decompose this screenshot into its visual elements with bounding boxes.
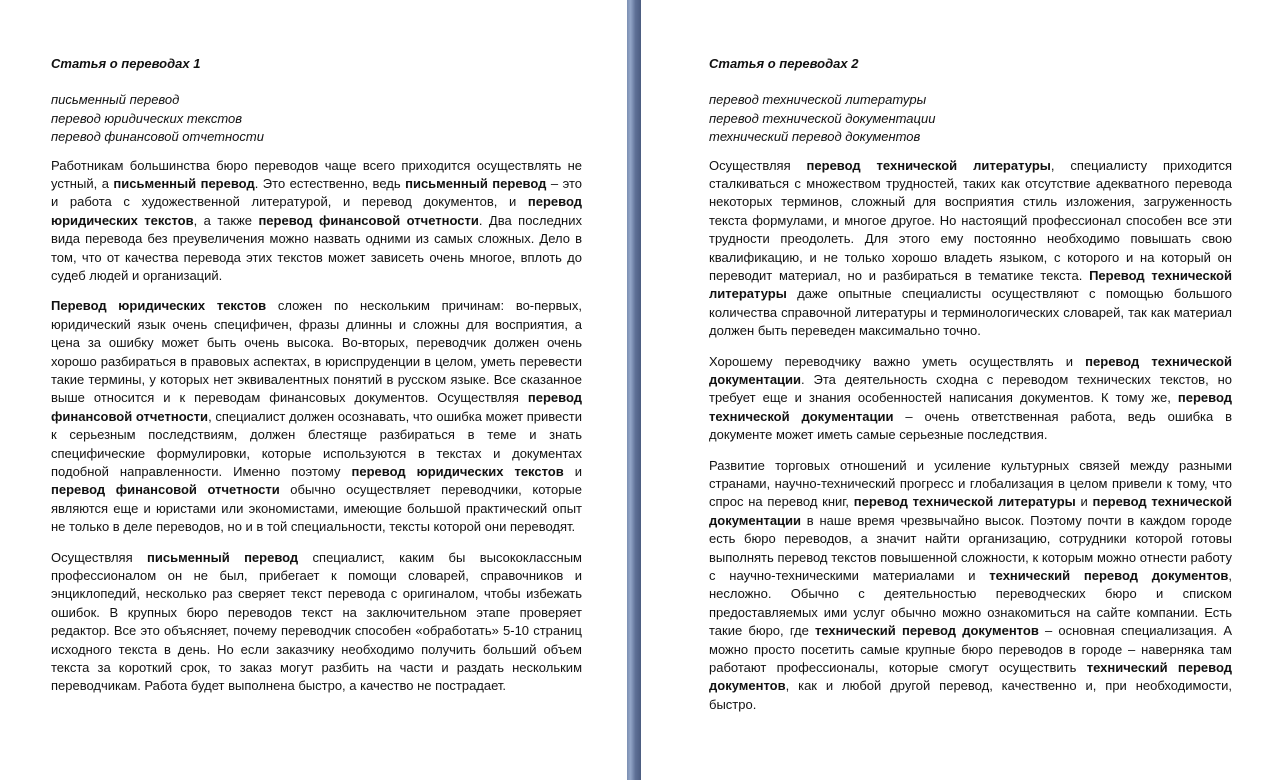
text-run: , как и любой другой перевод, качественно и, при необходимости, быстро. xyxy=(709,678,1232,712)
keyword-item: перевод юридических текстов xyxy=(51,110,243,126)
text-run: , специалист должен осознавать, что ошибка может привести к серьезным последствиям, должен блестяще разбираться в теме и знать специфические формулировки, которые используются в текстах и документах подобной направленности. Именно поэтому xyxy=(51,408,582,479)
body-paragraph xyxy=(709,457,1232,715)
bold-keyword: технический перевод документов xyxy=(989,568,1229,584)
page-content xyxy=(709,55,1232,726)
body-paragraph xyxy=(51,297,582,536)
bold-keyword: перевод юридических текстов xyxy=(51,194,582,228)
text-run: и xyxy=(1075,494,1093,510)
bold-keyword: перевод технической литературы xyxy=(806,157,1051,173)
text-run: . Два последних вида перевода без преувеличения можно назвать одними из самых сложных. Дело в том, что от качества перевода этих текстов может зависеть очень многое, вплоть до судеб людей и организаций. xyxy=(51,212,582,283)
text-run: , а также xyxy=(193,212,259,228)
document-page-right xyxy=(641,0,1274,780)
bold-keyword: перевод технической документации xyxy=(709,390,1232,424)
keyword-item: перевод технической литературы xyxy=(709,92,927,107)
bold-keyword: перевод финансовой отчетности xyxy=(51,482,280,498)
text-run: Хорошему переводчику важно уметь осуществлять и xyxy=(709,353,1086,369)
keyword-list xyxy=(51,91,582,147)
text-run: Работникам большинства бюро переводов чаще всего приходится осуществлять не устный, а xyxy=(51,157,582,191)
text-run: специалист, каким бы высококлассным профессионалом он не был, прибегает к помощи словарей, справочников и энциклопедий, несколько раз сверяет текст перевода с оригиналом, чтобы избежать ошибок. В крупных бюро переводов текст на заключительном этапе проверяет редактор. Все это объясняет, почему переводчик способен «обработать» 5-10 страниц исходного текста в день. Но если заказчику необходимо получить больший объем текста за короткий срок, то заказ могут разбить на части и раздать нескольким переводчикам. Работа будет выполнена быстро, а качество не пострадает. xyxy=(51,549,582,694)
keyword-list xyxy=(709,91,1232,147)
keyword-item: письменный перевод xyxy=(51,92,180,107)
bold-keyword: письменный перевод xyxy=(147,549,299,565)
page-gutter xyxy=(627,0,641,780)
text-run: обычно осуществляет переводчики, которые являются еще и юристами или экономистами, имеющие большой практический опыт не только в деле переводов, но и в той специальности, тексты которой они переводят. xyxy=(51,482,582,535)
text-run: сложен по нескольким причинам: во-первых, юридический язык очень специфичен, фразы длинны и сложны для восприятия, а цена за ошибку может быть очень высока. Во-вторых, переводчик должен очень хорошо разбираться в правовых аспектах, в юриспруденции в целом, уметь перевести такие термины, у которых нет эквивалентных понятий в русском языке. Все сказанное выше относится и к переводам финансовых документов. Осуществляя xyxy=(51,298,582,406)
body-paragraph xyxy=(51,549,582,696)
bold-keyword: письменный перевод xyxy=(113,175,255,191)
document-page-left xyxy=(0,0,627,780)
page-content xyxy=(51,55,582,708)
text-run: , несложно. Обычно с деятельностью переводческих бюро и списком предоставляемых ими услуг обычно можно ознакомиться на сайте компании. Есть такие бюро, где xyxy=(709,568,1233,639)
bold-keyword: перевод технической документации xyxy=(709,494,1232,528)
body-paragraph xyxy=(709,353,1232,445)
keyword-item: перевод финансовой отчетности xyxy=(51,129,264,144)
text-run: – это и работа с художественной литературой, и перевод документов, и xyxy=(51,175,582,210)
bold-keyword: перевод финансовой отчетности xyxy=(51,390,582,424)
bold-keyword: перевод технической документации xyxy=(709,353,1232,387)
text-run: и xyxy=(563,464,583,479)
bold-keyword: технический перевод документов xyxy=(814,623,1039,639)
body-paragraph xyxy=(709,157,1232,341)
body-paragraph xyxy=(51,157,582,286)
text-run: в наше время чрезвычайно высок. Поэтому почти в каждом городе есть бюро переводов, а значит найти организацию, сотрудники которой готовы выполнять перевод текстов повышенной сложности, к которым можно отнести работу с научно-техническими материалами и xyxy=(709,512,1232,584)
text-run: Осуществляя xyxy=(51,549,147,565)
text-run: , специалисту приходится сталкиваться с множеством трудностей, таких как отсутствие адекватного перевода некоторых терминов, сложный для восприятия стиль изложения, загруженность текста формулами, и многое другое. Но настоящий профессионал способен все эти трудности преодолеть. Для этого ему постоянно необходимо повышать свою квалификацию, и не только хорошо владеть языком, с которого и на который он переводит материал, но и разбираться в тематике текста. xyxy=(709,157,1233,283)
keyword-item: технический перевод документов xyxy=(709,129,921,144)
text-run: . Это естественно, ведь xyxy=(254,175,406,191)
bold-keyword: перевод финансовой отчетности xyxy=(258,212,479,228)
bold-keyword: технический перевод документов xyxy=(709,660,1232,694)
text-run: . Эта деятельность сходна с переводом технических текстов, но требует еще и знания особенностей написания документов. К тому же, xyxy=(709,371,1232,406)
text-run: – очень ответственная работа, ведь ошибка в документе может иметь самые серьезные последствия. xyxy=(709,408,1232,443)
bold-keyword: перевод юридических текстов xyxy=(351,464,564,479)
text-run: Развитие торговых отношений и усиление культурных связей между разными странами, научно-технический прогресс и глобализация в целом привели к тому, что спрос на перевод книг, xyxy=(709,457,1232,510)
bold-keyword: письменный перевод xyxy=(405,175,547,191)
bold-keyword: Перевод юридических текстов xyxy=(51,298,267,314)
article-title: Статья о переводах 2 xyxy=(709,56,859,71)
text-run: – основная специализация. А можно просто посетить самые крупные бюро переводов в городе – наверняка там работают профессионалы, которые смогут осуществить xyxy=(709,623,1232,676)
text-run: даже опытные специалисты осуществляют с помощью большого количества справочной литературы и терминологических словарей, так как материал должен быть переведен максимально точно. xyxy=(709,286,1232,339)
bold-keyword: перевод технической литературы xyxy=(853,494,1076,510)
text-run: Осуществляя xyxy=(709,157,807,173)
article-title: Статья о переводах 1 xyxy=(51,56,201,71)
keyword-item: перевод технической документации xyxy=(709,110,936,126)
bold-keyword: Перевод технической литературы xyxy=(709,267,1232,302)
